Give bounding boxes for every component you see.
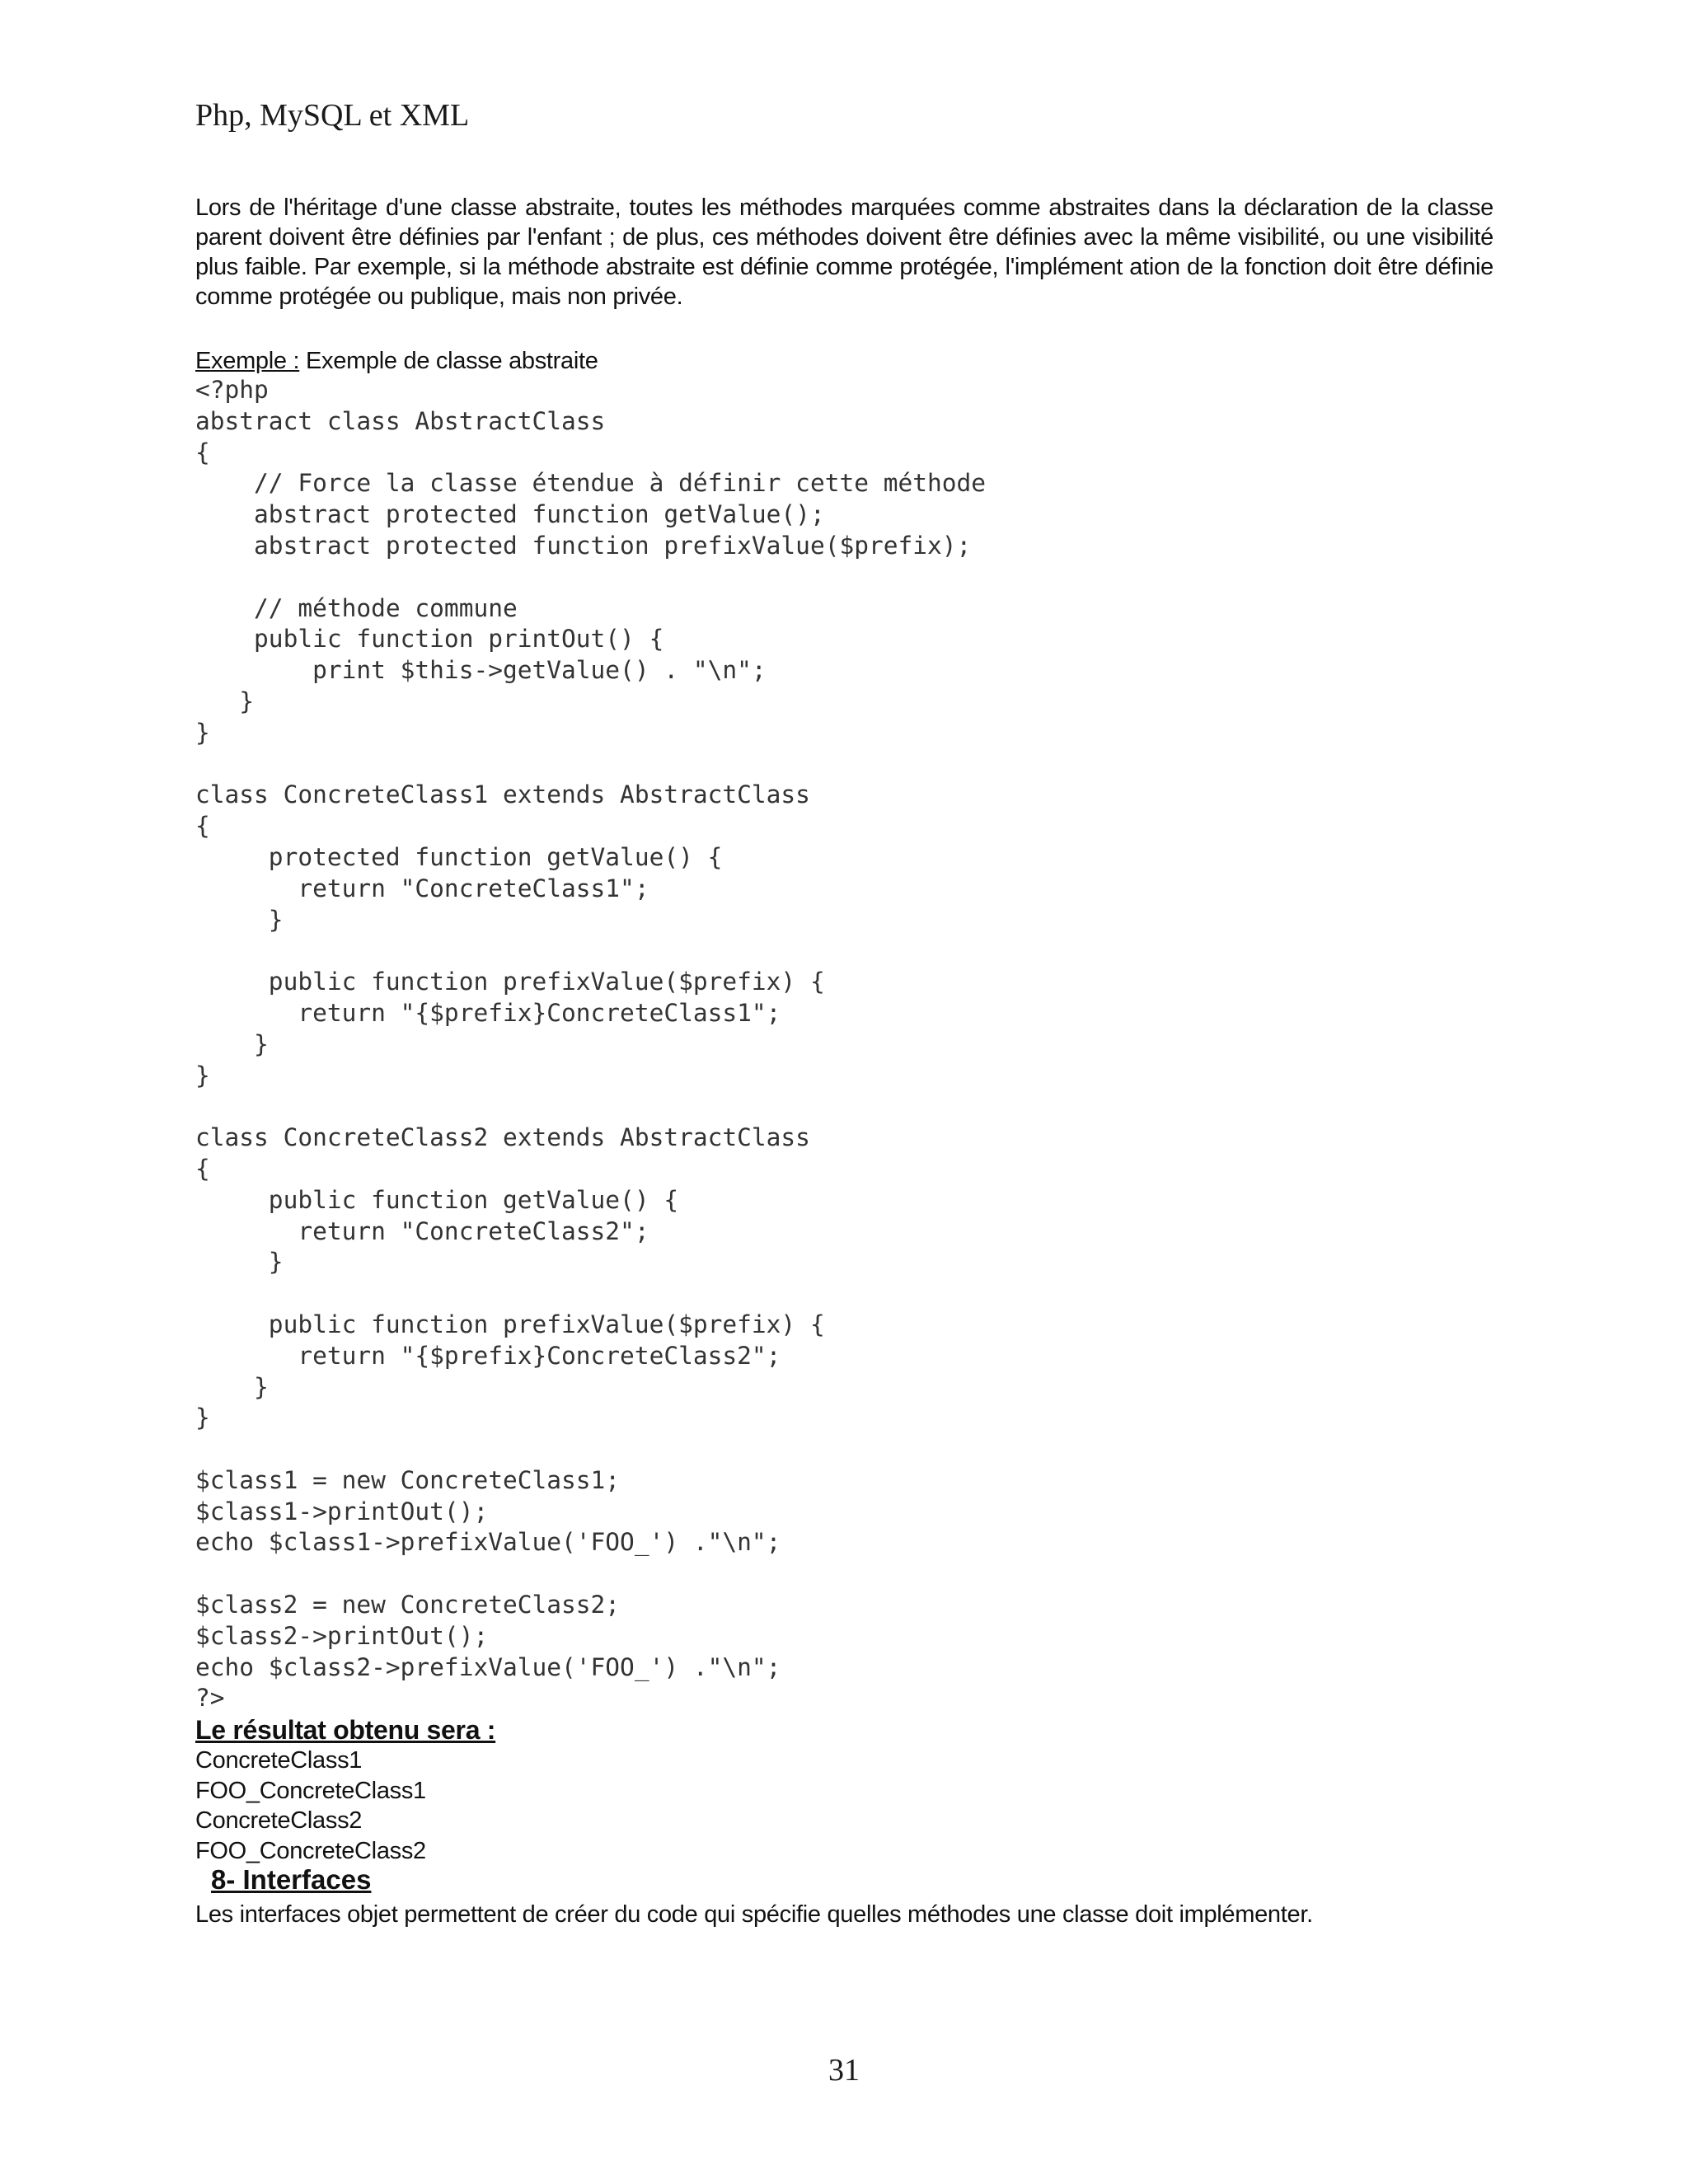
code-line: print $this->getValue() . "\n"; — [195, 656, 767, 685]
code-line: $class1->printOut(); — [195, 1497, 489, 1526]
code-line: $class2->printOut(); — [195, 1621, 489, 1650]
code-line — [195, 1091, 986, 1122]
code-line: { — [195, 812, 210, 841]
code-line: public function prefixValue($prefix) { — [195, 1310, 825, 1338]
code-line — [195, 749, 986, 780]
code-line: { — [195, 438, 210, 466]
code-line: public function getValue() { — [195, 1185, 679, 1214]
code-line: } — [195, 687, 255, 715]
code-line — [195, 562, 986, 593]
example-heading — [195, 346, 598, 376]
code-line: echo $class1->prefixValue('FOO_') ."\n"; — [195, 1528, 781, 1557]
code-line: } — [195, 1029, 269, 1058]
code-line — [195, 1278, 986, 1310]
code-line: $class2 = new ConcreteClass2; — [195, 1591, 621, 1619]
code-line: // Force la classe étendue à définir cette méthode — [195, 469, 987, 498]
code-line: protected function getValue() { — [195, 842, 723, 871]
section-text: Les interfaces objet permettent de créer du code qui spécifie quelles méthodes une classe doit implémenter. — [195, 1901, 1313, 1928]
code-line: } — [195, 1061, 210, 1090]
example-label: Exemple : — [195, 348, 300, 374]
code-line: abstract protected function getValue(); — [195, 500, 825, 529]
code-line — [195, 935, 986, 967]
result-line: ConcreteClass2 — [195, 1807, 363, 1834]
code-line: <?php — [195, 376, 269, 404]
code-line: } — [195, 1248, 284, 1277]
code-block — [195, 375, 986, 1714]
code-line: abstract class AbstractClass — [195, 406, 606, 435]
code-line: public function printOut() { — [195, 625, 664, 654]
code-line: } — [195, 1372, 269, 1401]
code-line: // méthode commune — [195, 593, 518, 622]
code-line: class ConcreteClass1 extends AbstractClass — [195, 780, 810, 809]
result-line: FOO_ConcreteClass2 — [195, 1837, 426, 1864]
code-line: } — [195, 718, 210, 747]
code-line: return "ConcreteClass1"; — [195, 874, 649, 902]
code-line: echo $class2->prefixValue('FOO_') ."\n"; — [195, 1652, 781, 1681]
code-line: $class1 = new ConcreteClass1; — [195, 1465, 621, 1494]
code-line: return "{$prefix}ConcreteClass1"; — [195, 998, 781, 1027]
code-line: abstract protected function prefixValue($prefix); — [195, 531, 972, 560]
code-line — [195, 1434, 986, 1465]
code-line: return "ConcreteClass2"; — [195, 1216, 649, 1245]
result-line: FOO_ConcreteClass1 — [195, 1777, 426, 1804]
intro-text: Lors de l'héritage d'une classe abstraite, toutes les méthodes marquées comme abstraites dans la déclaration de la classe parent doivent être définies par l'enfant ; de plus, ces méthodes doivent être définies avec la même visibilité, ou une visibilité plus faible. Par exemple, si la méthode abstraite est définie comme protégée, l'implément ation de la fonction doit être définie comme protégée ou publique, mais non privée. — [195, 194, 1493, 310]
result-section — [195, 1714, 495, 1866]
example-caption: Exemple de classe abstraite — [299, 348, 598, 374]
page-header: Php, MySQL et XML — [195, 98, 470, 133]
intro-paragraph — [195, 193, 1493, 312]
result-line: ConcreteClass1 — [195, 1747, 363, 1774]
code-line: public function prefixValue($prefix) { — [195, 968, 825, 996]
code-line — [195, 1558, 986, 1590]
code-line: ?> — [195, 1684, 225, 1713]
result-title: Le résultat obtenu sera : — [195, 1715, 496, 1745]
code-line: return "{$prefix}ConcreteClass2"; — [195, 1341, 781, 1370]
code-line: } — [195, 1404, 210, 1432]
code-line: } — [195, 905, 284, 934]
code-line: class ConcreteClass2 extends AbstractClass — [195, 1123, 810, 1152]
page-number: 31 — [828, 2053, 860, 2088]
section-heading-interfaces: 8- Interfaces — [211, 1864, 372, 1895]
code-line: { — [195, 1154, 210, 1183]
